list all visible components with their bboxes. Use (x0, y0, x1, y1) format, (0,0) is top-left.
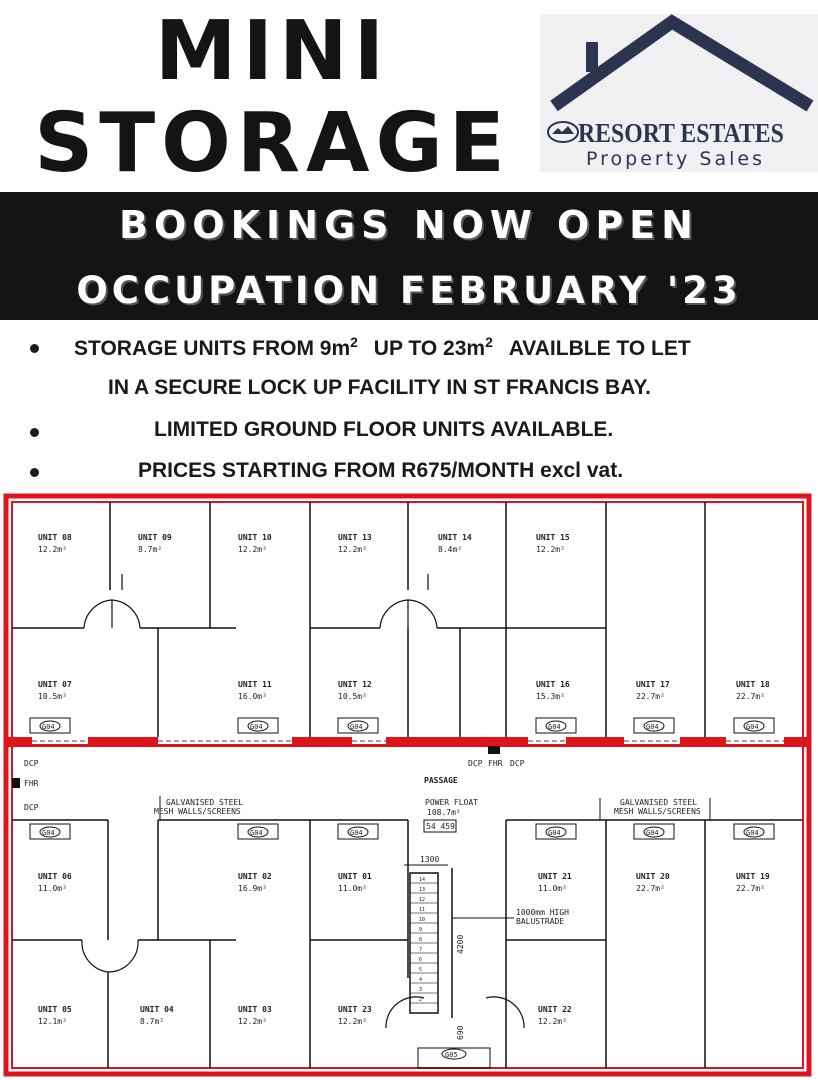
unit-name: UNIT 11 (238, 680, 272, 689)
stair-number: 14 (419, 877, 426, 883)
stair-number: 6 (419, 957, 423, 963)
superscript: 2 (485, 334, 493, 350)
stair-number: 13 (419, 887, 426, 893)
unit-area: 10.5m² (38, 692, 67, 701)
door-tag: G04 (42, 829, 55, 837)
stair-number: 9 (419, 927, 423, 933)
passage-label: PASSAGE (424, 776, 458, 785)
unit-name: UNIT 09 (138, 533, 172, 542)
bullet-1-part-c: AVAILBLE TO LET (508, 337, 691, 360)
unit-name: UNIT 10 (238, 533, 272, 542)
banner-line-2: OCCUPATION FEBRUARY '23 (76, 269, 742, 312)
title-line-2: STORAGE (34, 96, 511, 191)
balustrade-note-2: BALUSTRADE (516, 917, 565, 926)
unit-area: 22.7m² (636, 884, 665, 893)
dimension-length: 4200 (456, 934, 465, 954)
fhr-label: FHR (488, 759, 503, 768)
unit-area: 12.2m² (238, 1017, 267, 1026)
bullet-2: LIMITED GROUND FLOOR UNITS AVAILABLE. (154, 418, 614, 441)
unit-area: 8.7m² (138, 545, 163, 554)
unit-area: 16.0m² (238, 692, 267, 701)
stair-number: 2 (419, 997, 423, 1003)
stair-number: 10 (419, 917, 426, 923)
unit-name: UNIT 19 (736, 872, 770, 881)
bullet-1-part-a: STORAGE UNITS FROM 9m (74, 337, 351, 360)
door-tag: G04 (350, 723, 363, 731)
dcp-label: DCP (24, 803, 39, 812)
fhr-label: FHR (24, 779, 39, 788)
unit-name: UNIT 07 (38, 680, 72, 689)
unit-area: 8.4m² (438, 545, 463, 554)
door-tag: G04 (548, 723, 561, 731)
bullet-1-part-b: UP TO 23m (373, 337, 486, 360)
unit-area: 11.0m² (538, 884, 567, 893)
stair-number: 5 (419, 967, 423, 973)
banner-line-1: BOOKINGS NOW OPEN (119, 203, 699, 247)
mesh-note-left-1: GALVANISED STEEL (166, 798, 244, 807)
unit-name: UNIT 12 (338, 680, 372, 689)
stair-number: 8 (419, 937, 423, 943)
dcp-label: DCP (468, 759, 483, 768)
unit-name: UNIT 03 (238, 1005, 272, 1014)
seal-icon (546, 120, 580, 144)
unit-name: UNIT 16 (536, 680, 570, 689)
unit-area: 12.2m² (238, 545, 267, 554)
logo (540, 14, 818, 172)
unit-area: 16.9m² (238, 884, 267, 893)
unit-area: 10.5m² (338, 692, 367, 701)
unit-name: UNIT 05 (38, 1005, 72, 1014)
door-tag: G04 (42, 723, 55, 731)
stair-number: 12 (419, 897, 426, 903)
door-tag: G04 (250, 723, 263, 731)
door-tag: G04 (746, 723, 759, 731)
door-tag: G04 (646, 829, 659, 837)
dcp-label: DCP (24, 759, 39, 768)
unit-area: 12.2m² (538, 1017, 567, 1026)
unit-area: 12.1m² (38, 1017, 67, 1026)
stair-number: 11 (419, 907, 426, 913)
unit-area: 12.2m² (338, 545, 367, 554)
balustrade-note-1: 1000mm HIGH (516, 908, 569, 917)
passage-walls (8, 737, 808, 747)
dimension-bottom: 690 (456, 1025, 465, 1040)
unit-name: UNIT 06 (38, 872, 72, 881)
mesh-note-left-2: MESH WALLS/SCREENS (154, 807, 241, 816)
unit-area: 22.7m² (736, 692, 765, 701)
unit-name: UNIT 18 (736, 680, 770, 689)
bullet-1-line-2: IN A SECURE LOCK UP FACILITY IN ST FRANCIS BAY. (108, 376, 651, 399)
door-tag: G04 (746, 829, 759, 837)
unit-name: UNIT 13 (338, 533, 372, 542)
power-float-label: POWER FLOAT (425, 798, 478, 807)
unit-name: UNIT 22 (538, 1005, 572, 1014)
title-line-1: MINI (154, 4, 391, 99)
unit-area: 22.7m² (636, 692, 665, 701)
door-tag: G04 (350, 829, 363, 837)
mesh-note-right-2: MESH WALLS/SCREENS (614, 807, 701, 816)
logo-subtitle: Property Sales (586, 148, 766, 170)
logo-name: RESORT ESTATES (578, 118, 784, 148)
unit-name: UNIT 04 (140, 1005, 174, 1014)
stair-number: 3 (419, 987, 423, 993)
dcp-label: DCP (510, 759, 525, 768)
unit-name: UNIT 01 (338, 872, 372, 881)
unit-name: UNIT 02 (238, 872, 272, 881)
stair-tag: G05 (445, 1051, 458, 1059)
bullet-1 (74, 334, 691, 361)
stair-number: 4 (419, 977, 423, 983)
unit-area: 12.2m² (38, 545, 67, 554)
unit-name: UNIT 23 (338, 1005, 372, 1014)
dimension-width: 1300 (420, 855, 440, 864)
unit-name: UNIT 21 (538, 872, 572, 881)
unit-name: UNIT 15 (536, 533, 570, 542)
mesh-note-right-1: GALVANISED STEEL (620, 798, 698, 807)
unit-area: 22.7m² (736, 884, 765, 893)
power-float-area: 108.7m² (427, 808, 461, 817)
bullet-dot (30, 428, 39, 437)
unit-area: 15.3m² (536, 692, 565, 701)
superscript: 2 (350, 334, 358, 350)
code-box-text: 54 459 (426, 822, 455, 831)
unit-name: UNIT 14 (438, 533, 472, 542)
unit-walls (12, 502, 803, 1068)
unit-area: 12.2m² (536, 545, 565, 554)
unit-name: UNIT 08 (38, 533, 72, 542)
fire-hose-icon (12, 778, 20, 788)
bullet-dot (30, 344, 39, 353)
stair-number: 7 (419, 947, 423, 953)
bullet-dot (30, 468, 39, 477)
unit-name: UNIT 17 (636, 680, 670, 689)
door-tag: G04 (548, 829, 561, 837)
bullet-3: PRICES STARTING FROM R675/MONTH excl vat. (138, 459, 624, 482)
fire-hose-icon (488, 746, 500, 754)
unit-area: 11.0m² (338, 884, 367, 893)
unit-area: 12.2m² (338, 1017, 367, 1026)
floor-plan (0, 488, 818, 1080)
unit-area: 8.7m² (140, 1017, 165, 1026)
door-tag: G04 (646, 723, 659, 731)
door-tag: G04 (250, 829, 263, 837)
unit-name: UNIT 20 (636, 872, 670, 881)
unit-area: 11.0m² (38, 884, 67, 893)
